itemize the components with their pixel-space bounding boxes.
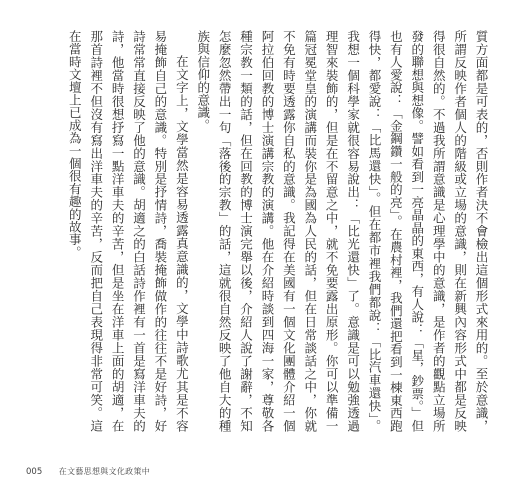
body-text [28, 30, 492, 432]
paragraph-2: 在文字上，文學當然是容易透露真意識的，文學中詩歌尤其是不容易掩飾自己的意識。特別是抒情詩，喬裝掩飾做作的往往不是好詩，好詩常常直接反映了他的意識。胡適之的白話詩作裡有一首是寫洋車夫的詩，他當時很想抒寫一點洋車夫的辛苦，但是坐在洋車上面的胡適，在那首詩裡不但沒有寫出洋車夫的辛苦，反而把自己表現得非常可笑。這在當時文壇上已成為一個很有趣的故事。 [67, 30, 190, 432]
page-number: 005 [26, 467, 43, 477]
running-title: 在文藝思想與文化政策中 [58, 467, 151, 476]
paragraph-1: 質方面都是可表的，否則作者決不會檢出這個形式來用的。至於意識，所謂反映作者個人的階級或立場的意識，則在新興內容形式中都是反映得很自然的。不過我所謂意識是心理學中的意識，是作者的觀點立場所發的聯想與想像。譬如看到一亮晶晶的東西，有人說：「星，鈔票。」但也有人愛說：「金鋼鑽一般的亮」。在農村裡，我們還把看到一棟東西跑得快，都愛說：「比馬還快」。但在都市裡我們都說：「比汽車還快」。我想一個科學家就很容易說出：「比光還快」了。意識是可以勉強透過理智來裝飾的，但是在不留意之中，就不免要露出原形。你可以準備一篇冠冕堂皇的演講而裝你是為國為人民的話，但在日常談話之中，你就不免有時要透露你自私的意識。我記得在美國有一個文化團體介紹一個阿拉伯回教的博士演講宗教的演講。他在介紹時談到四海一家，尊敬各種宗教一類的話，但在回教的博士演完舉以後，介紹人說了謝辭，不知怎麼忽然帶出一句「落後的宗教」的話，這就很自然反映了他自大的種族與信仰的意識。 [195, 30, 489, 432]
page-footer [26, 466, 150, 477]
